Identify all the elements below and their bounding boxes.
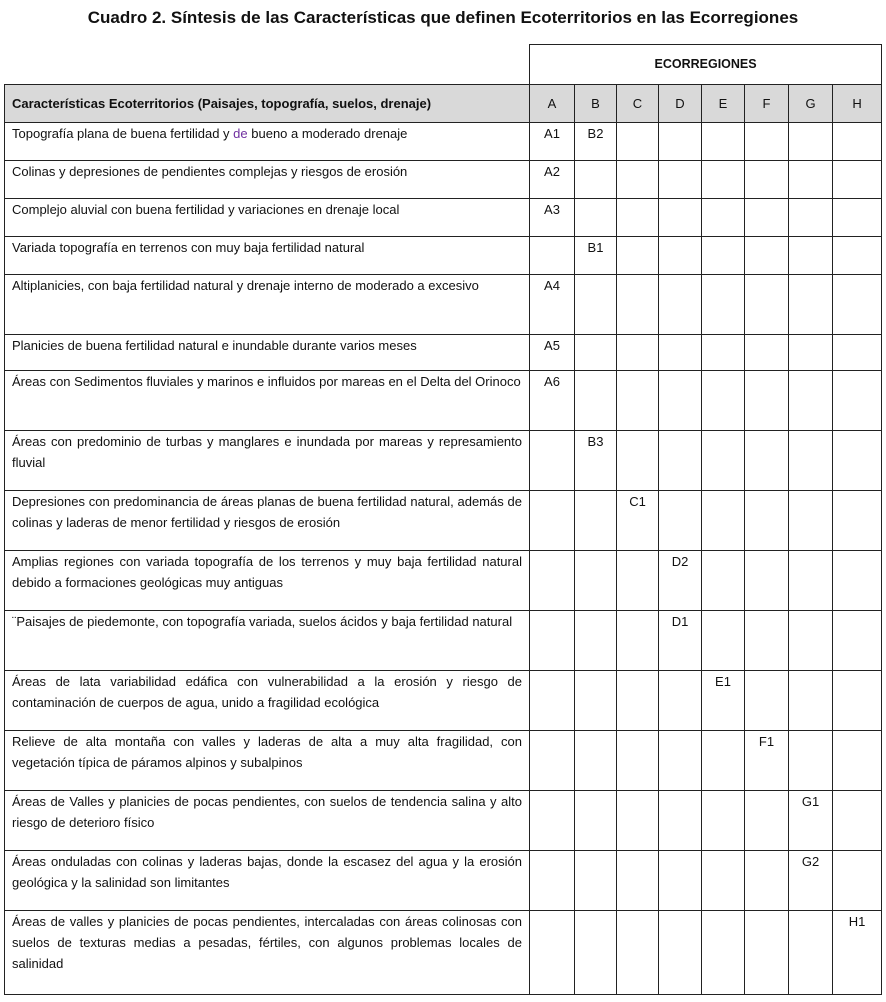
cell-c (617, 671, 659, 731)
cell-a (530, 431, 575, 491)
cell-d (659, 237, 702, 275)
cell-b (575, 199, 617, 237)
table-row (5, 791, 882, 851)
cell-d (659, 335, 702, 371)
table-row (5, 335, 882, 371)
cell-b (575, 275, 617, 335)
row-description-text: Colinas y depresiones de pendientes complejas y riesgos de erosión (12, 164, 408, 179)
cell-c (617, 791, 659, 851)
cell-d (659, 431, 702, 491)
cell-b: B2 (575, 123, 617, 161)
cell-f (745, 551, 789, 611)
characteristics-column-header: Características Ecoterritorios (Paisajes, topografía, suelos, drenaje) (5, 85, 530, 123)
cell-a: A4 (530, 275, 575, 335)
cell-c (617, 551, 659, 611)
cell-f (745, 275, 789, 335)
cell-f (745, 491, 789, 551)
cell-a: A2 (530, 161, 575, 199)
row-description-text: Topografía plana de buena fertilidad y (12, 126, 234, 141)
cell-a (530, 791, 575, 851)
cell-c: C1 (617, 491, 659, 551)
row-description (5, 551, 530, 611)
cell-c (617, 275, 659, 335)
cell-g (789, 431, 833, 491)
row-description-text: Planicies de buena fertilidad natural e inundable durante varios meses (12, 338, 417, 353)
cell-h: H1 (833, 911, 882, 995)
cell-g: G1 (789, 791, 833, 851)
cell-a (530, 851, 575, 911)
cell-g (789, 731, 833, 791)
cell-d (659, 731, 702, 791)
cell-e (702, 491, 745, 551)
cell-g (789, 611, 833, 671)
cell-b (575, 161, 617, 199)
cell-d (659, 491, 702, 551)
cell-b (575, 611, 617, 671)
cell-d (659, 371, 702, 431)
row-description-text: ¨Paisajes de piedemonte, con topografía variada, suelos ácidos y baja fertilidad natural (12, 614, 513, 629)
cell-b (575, 731, 617, 791)
table-row (5, 911, 882, 995)
cell-b: B1 (575, 237, 617, 275)
table-row (5, 199, 882, 237)
cell-d (659, 671, 702, 731)
row-description-text: Áreas de Valles y planicies de pocas pendientes, con suelos de tendencia salina y alto riesgo de deterioro físico (12, 794, 522, 830)
row-description-text: Áreas con Sedimentos fluviales y marinos e influidos por mareas en el Delta del Orinoco (12, 374, 521, 389)
cell-d: D2 (659, 551, 702, 611)
row-description (5, 731, 530, 791)
column-header-d: D (659, 85, 702, 123)
cell-a: A6 (530, 371, 575, 431)
ecorregiones-header: ECORREGIONES (530, 45, 882, 85)
column-header-h: H (833, 85, 882, 123)
row-description (5, 371, 530, 431)
cell-h (833, 491, 882, 551)
cell-a (530, 911, 575, 995)
cell-d (659, 161, 702, 199)
cell-b (575, 911, 617, 995)
column-header-row (5, 85, 882, 123)
table-row (5, 123, 882, 161)
row-description (5, 911, 530, 995)
table-row (5, 371, 882, 431)
cell-g (789, 123, 833, 161)
cell-b (575, 491, 617, 551)
cell-e (702, 237, 745, 275)
cell-b: B3 (575, 431, 617, 491)
column-header-g: G (789, 85, 833, 123)
cell-e (702, 431, 745, 491)
cell-h (833, 671, 882, 731)
cell-a (530, 551, 575, 611)
row-description (5, 491, 530, 551)
cell-a (530, 491, 575, 551)
cell-e (702, 199, 745, 237)
cell-d (659, 911, 702, 995)
cell-h (833, 199, 882, 237)
row-description (5, 851, 530, 911)
cell-h (833, 275, 882, 335)
cell-c (617, 161, 659, 199)
cell-g (789, 551, 833, 611)
cell-c (617, 851, 659, 911)
row-description (5, 161, 530, 199)
cell-f (745, 911, 789, 995)
cell-h (833, 731, 882, 791)
cell-f (745, 671, 789, 731)
row-description-text-end: bueno a moderado drenaje (247, 126, 408, 141)
row-description (5, 431, 530, 491)
row-description-text: Variada topografía en terrenos con muy baja fertilidad natural (12, 240, 365, 255)
cell-a (530, 611, 575, 671)
cell-f (745, 431, 789, 491)
cell-a: A3 (530, 199, 575, 237)
cell-e (702, 851, 745, 911)
cell-e (702, 275, 745, 335)
cell-f (745, 237, 789, 275)
row-description-text: Áreas con predominio de turbas y manglares e inundada por mareas y represamiento fluvial (12, 434, 522, 470)
cell-g (789, 161, 833, 199)
cell-a (530, 731, 575, 791)
row-description-text: Amplias regiones con variada topografía de los terrenos y muy baja fertilidad natural debido a formaciones geológicas muy antiguas (12, 554, 522, 590)
ecoterritorios-table (4, 44, 882, 995)
cell-e (702, 335, 745, 371)
table-row (5, 851, 882, 911)
cell-h (833, 161, 882, 199)
table-row (5, 611, 882, 671)
cell-c (617, 199, 659, 237)
column-header-a: A (530, 85, 575, 123)
cell-c (617, 731, 659, 791)
row-description (5, 671, 530, 731)
row-description (5, 335, 530, 371)
cell-b (575, 335, 617, 371)
cell-g (789, 491, 833, 551)
cell-h (833, 335, 882, 371)
cell-d: D1 (659, 611, 702, 671)
cell-g: G2 (789, 851, 833, 911)
cell-h (833, 237, 882, 275)
cell-d (659, 199, 702, 237)
row-description (5, 791, 530, 851)
cell-f (745, 371, 789, 431)
column-header-b: B (575, 85, 617, 123)
cell-a: A1 (530, 123, 575, 161)
cell-h (833, 371, 882, 431)
cell-a: A5 (530, 335, 575, 371)
cell-h (833, 123, 882, 161)
row-description (5, 611, 530, 671)
cell-b (575, 791, 617, 851)
table-row (5, 671, 882, 731)
cell-a (530, 237, 575, 275)
row-description (5, 275, 530, 335)
cell-f (745, 611, 789, 671)
cell-g (789, 237, 833, 275)
cell-h (833, 431, 882, 491)
ecorregiones-header-row (5, 45, 882, 85)
cell-e (702, 551, 745, 611)
cell-f (745, 791, 789, 851)
table-row (5, 431, 882, 491)
column-header-e: E (702, 85, 745, 123)
empty-corner (5, 45, 530, 85)
cell-e (702, 161, 745, 199)
cell-d (659, 851, 702, 911)
column-header-f: F (745, 85, 789, 123)
cell-e: E1 (702, 671, 745, 731)
cell-e (702, 611, 745, 671)
row-description (5, 123, 530, 161)
table-row (5, 551, 882, 611)
row-description (5, 199, 530, 237)
cell-h (833, 551, 882, 611)
row-description-highlight: de (233, 126, 248, 141)
table-row (5, 161, 882, 199)
cell-c (617, 335, 659, 371)
cell-f (745, 161, 789, 199)
row-description-text: Relieve de alta montaña con valles y laderas de alta a muy alta fragilidad, con vegetación típica de páramos alpinos y subalpinos (12, 734, 522, 770)
cell-b (575, 851, 617, 911)
cell-g (789, 335, 833, 371)
cell-e (702, 911, 745, 995)
cell-g (789, 671, 833, 731)
cell-g (789, 275, 833, 335)
cell-e (702, 123, 745, 161)
cell-g (789, 911, 833, 995)
row-description-text: Áreas onduladas con colinas y laderas bajas, donde la escasez del agua y la erosión geológica y la salinidad son limitantes (12, 854, 522, 890)
cell-f (745, 851, 789, 911)
cell-c (617, 237, 659, 275)
cell-d (659, 275, 702, 335)
cell-f (745, 123, 789, 161)
cell-e (702, 731, 745, 791)
cell-c (617, 431, 659, 491)
cell-a (530, 671, 575, 731)
table-title: Cuadro 2. Síntesis de las Características que definen Ecoterritorios en las Ecorregiones (87, 8, 799, 27)
cell-h (833, 611, 882, 671)
row-description-text: Áreas de valles y planicies de pocas pendientes, intercaladas con áreas colinosas con suelos de texturas medias a pesadas, fértiles, con algunos problemas locales de salinidad (12, 914, 522, 971)
cell-e (702, 791, 745, 851)
cell-b (575, 551, 617, 611)
cell-h (833, 851, 882, 911)
table-row (5, 237, 882, 275)
cell-c (617, 123, 659, 161)
cell-f (745, 335, 789, 371)
cell-b (575, 371, 617, 431)
cell-b (575, 671, 617, 731)
table-row (5, 275, 882, 335)
cell-c (617, 911, 659, 995)
cell-d (659, 123, 702, 161)
cell-h (833, 791, 882, 851)
row-description-text: Áreas de lata variabilidad edáfica con vulnerabilidad a la erosión y riesgo de contaminación de cuerpos de agua, unido a fragilidad ecológica (12, 674, 522, 710)
row-description (5, 237, 530, 275)
cell-g (789, 199, 833, 237)
table-row (5, 731, 882, 791)
cell-f: F1 (745, 731, 789, 791)
row-description-text: Depresiones con predominancia de áreas planas de buena fertilidad natural, además de colinas y laderas de menor fertilidad y riesgos de erosión (12, 494, 522, 530)
cell-d (659, 791, 702, 851)
cell-f (745, 199, 789, 237)
cell-c (617, 371, 659, 431)
cell-g (789, 371, 833, 431)
row-description-text: Complejo aluvial con buena fertilidad y variaciones en drenaje local (12, 202, 400, 217)
cell-c (617, 611, 659, 671)
row-description-text: Altiplanicies, con baja fertilidad natural y drenaje interno de moderado a excesivo (12, 278, 479, 293)
column-header-c: C (617, 85, 659, 123)
cell-e (702, 371, 745, 431)
table-row (5, 491, 882, 551)
